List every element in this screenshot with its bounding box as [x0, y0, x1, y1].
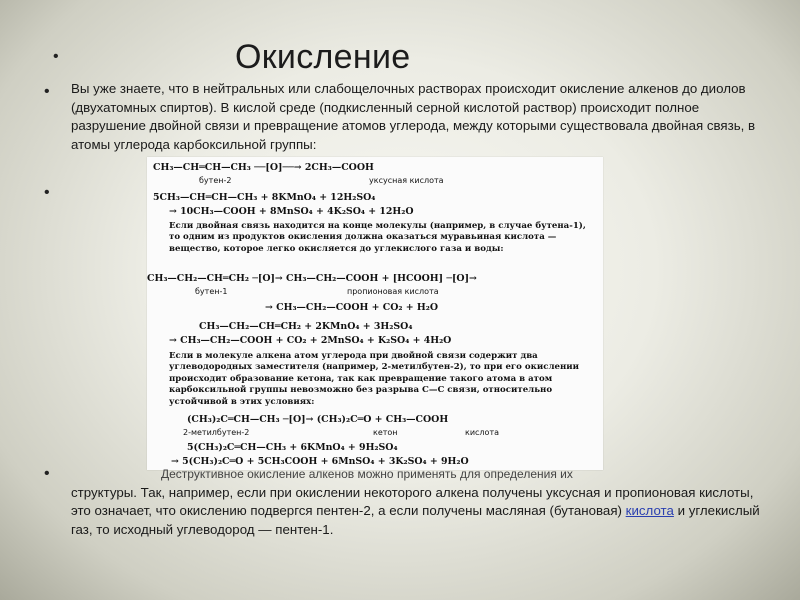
eq-methylbutene-oxidation: (CH₃)₂C═CH—CH₃ ─[O]→ (CH₃)₂C═O + CH₃—COOH: [187, 414, 449, 425]
eq-butene2-oxidation: CH₃—CH═CH—CH₃ ──[O]──→ 2CH₃—COOH: [153, 162, 374, 173]
bullet-1: •: [44, 83, 50, 100]
label-ketone: кетон: [373, 428, 398, 437]
eq-kmno4-butene1-a: CH₃—CH₂—CH═CH₂ + 2KMnO₄ + 3H₂SO₄: [199, 321, 413, 332]
text-after-link: и углекислый газ, то исходный углеводород — пентен-1.: [71, 503, 760, 537]
eq-kmno4-butene2-a: 5CH₃—CH═CH—CH₃ + 8KMnO₄ + 12H₂SO₄: [153, 192, 376, 203]
eq-kmno4-methylbutene-b: → 5(CH₃)₂C═O + 5CH₃COOH + 6MnSO₄ + 3K₂SO₄ + 9H₂O: [171, 456, 469, 467]
label-acid: кислота: [465, 428, 499, 437]
text-before-link: структуры. Так, например, если при окислении некоторого алкена получены уксусная и пропионовая кислоты, это означает, что окислению подвергся пентен-2, а если получены масляная (бутановая): [71, 484, 754, 519]
eq-kmno4-butene2-b: → 10CH₃—COOH + 8MnSO₄ + 4K₂SO₄ + 12H₂O: [169, 206, 414, 217]
eq-butene1-products: → CH₃—CH₂—COOH + CO₂ + H₂O: [265, 302, 439, 313]
title-bullet: •: [53, 48, 59, 65]
page-title: Окисление: [235, 38, 411, 76]
text-ketone-formation: Если в молекуле алкена атом углерода при двойной связи содержит два углеводородных заместителя (например, 2-метилбутен-2), то при его окислении происходит образование кетона, так как превращение такого атома в атом карбоксильной группы невозможно без разрыва C—C связи, относительно устойчивой в этих условиях:: [169, 351, 580, 407]
eq-kmno4-methylbutene-a: 5(CH₃)₂C═CH—CH₃ + 6KMnO₄ + 9H₂SO₄: [187, 442, 398, 453]
label-butene2: бутен-2: [199, 176, 232, 185]
label-butene1: бутен-1: [195, 287, 228, 296]
label-propionic-acid: пропионовая кислота: [347, 287, 439, 296]
structure-determination-paragraph: [71, 465, 761, 539]
title-row: [40, 36, 760, 84]
eq-kmno4-butene1-b: → CH₃—CH₂—COOH + CO₂ + 2MnSO₄ + K₂SO₄ + 4H₂O: [169, 335, 452, 346]
text-terminal-double-bond: Если двойная связь находится на конце молекулы (например, в случае бутена-1), то одним из продуктов окисления должна оказаться муравьиная кислота — вещество, которое легко окисляется до углекислого газа и воды:: [169, 221, 586, 254]
acid-link[interactable]: кислота: [625, 503, 674, 519]
intro-paragraph: Вы уже знаете, что в нейтральных или слабощелочных растворах происходит окисление алкенов до диолов (двухатомных спиртов). В кислой среде (подкисленный серной кислотой раствор) происходит полное разрушение двойной связи и превращение атомов углерода, между которыми существовала двойная связь, в атомы углерода карбоксильной группы:: [71, 81, 756, 152]
bullet-3: •: [44, 465, 50, 482]
obscured-line: Деструктивное окисление алкенов можно применять для определения их: [161, 467, 573, 481]
label-acetic-acid: уксусная кислота: [369, 176, 444, 185]
label-methylbutene2: 2-метилбутен-2: [183, 428, 250, 437]
eq-butene1-oxidation: CH₃—CH₂—CH═CH₂ ─[O]→ CH₃—CH₂—COOH + [HCOOH] ─[O]→: [147, 273, 477, 284]
reaction-equations-figure: [147, 157, 603, 470]
bullet-2: •: [44, 184, 50, 201]
